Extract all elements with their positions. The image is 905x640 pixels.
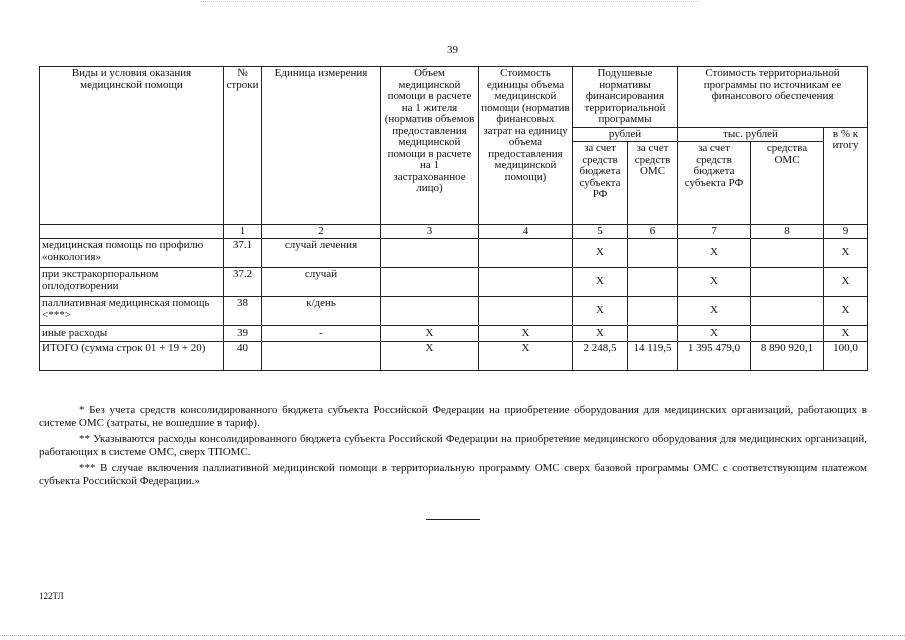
- row-cell: X: [824, 326, 868, 342]
- scan-artifact-top: [200, 1, 700, 2]
- row-cell: [381, 297, 479, 326]
- row-cell: 100,0: [824, 342, 868, 371]
- header-row-1: [40, 67, 868, 128]
- row-name: паллиативная медицинская помощь <***>: [40, 297, 224, 326]
- column-number: 2: [262, 225, 381, 239]
- table-row: [40, 268, 868, 297]
- end-rule: [426, 519, 480, 520]
- header-oms-means: средства ОМС: [751, 142, 824, 225]
- row-number: 38: [224, 297, 262, 326]
- row-name: ИТОГО (сумма строк 01 + 19 + 20): [40, 342, 224, 371]
- header-oms-funds: за счет средств ОМС: [628, 142, 678, 225]
- table-row-total: [40, 342, 868, 371]
- column-number: 1: [224, 225, 262, 239]
- row-cell: [381, 268, 479, 297]
- row-cell: X: [479, 326, 573, 342]
- header-per-capita: Подушевые нормативы финансирования территориальной программы: [573, 67, 678, 128]
- row-number: 40: [224, 342, 262, 371]
- row-number: 39: [224, 326, 262, 342]
- row-cell: X: [573, 326, 628, 342]
- row-cell: 8 890 920,1: [751, 342, 824, 371]
- row-cell: X: [824, 268, 868, 297]
- row-cell: X: [573, 297, 628, 326]
- row-cell: X: [381, 326, 479, 342]
- header-percent: в % к итогу: [824, 127, 868, 225]
- column-number: 6: [628, 225, 678, 239]
- row-cell: 14 119,5: [628, 342, 678, 371]
- row-cell: [479, 268, 573, 297]
- row-unit: случай: [262, 268, 381, 297]
- row-name: иные расходы: [40, 326, 224, 342]
- row-cell: [751, 297, 824, 326]
- header-volume: Объем медицинской помощи в расчете на 1 жителя (норматив объемов предоставления медицинской помощи в расчете на 1 застрахованное лицо): [381, 67, 479, 225]
- row-cell: [479, 297, 573, 326]
- table-row: [40, 326, 868, 342]
- column-number: 3: [381, 225, 479, 239]
- header-budget-rf-2: за счет средств бюджета субъекта РФ: [678, 142, 751, 225]
- row-cell: [628, 239, 678, 268]
- row-cell: X: [824, 297, 868, 326]
- row-number: 37.2: [224, 268, 262, 297]
- header-cost: Стоимость единицы объема медицинской помощи (норматив финансовых затрат на единицу объема предоставления медицинской помощи): [479, 67, 573, 225]
- row-cell: [628, 326, 678, 342]
- row-cell: X: [678, 297, 751, 326]
- header-row-no: № строки: [224, 67, 262, 225]
- row-cell: X: [824, 239, 868, 268]
- row-cell: 2 248,5: [573, 342, 628, 371]
- column-number: [40, 225, 224, 239]
- row-name: при экстракорпоральном оплодотворении: [40, 268, 224, 297]
- row-cell: 1 395 479,0: [678, 342, 751, 371]
- header-budget-rf: за счет средств бюджета субъекта РФ: [573, 142, 628, 225]
- row-cell: X: [381, 342, 479, 371]
- row-cell: X: [479, 342, 573, 371]
- header-type: Виды и условия оказания медицинской помощи: [40, 67, 224, 225]
- row-unit: к/день: [262, 297, 381, 326]
- column-number: 7: [678, 225, 751, 239]
- footnotes: [39, 404, 867, 491]
- row-cell: [751, 239, 824, 268]
- row-unit: случай лечения: [262, 239, 381, 268]
- footnote: ** Указываются расходы консолидированного бюджета субъекта Российской Федерации на приобретение медицинского оборудования для медицинских организаций, работающих в системе ОМС, сверх ТПОМС.: [39, 433, 867, 458]
- header-rubles: рублей: [573, 127, 678, 142]
- footnote: *** В случае включения паллиативной медицинской помощи в территориальную программу ОМС сверх базовой программы ОМС с соответствующим платежом субъекта Российской Федерации.»: [39, 462, 867, 487]
- row-cell: X: [678, 268, 751, 297]
- column-number: 8: [751, 225, 824, 239]
- row-cell: X: [573, 239, 628, 268]
- row-cell: [479, 239, 573, 268]
- row-cell: [751, 268, 824, 297]
- row-cell: X: [678, 239, 751, 268]
- row-cell: [381, 239, 479, 268]
- row-cell: X: [678, 326, 751, 342]
- column-number: 5: [573, 225, 628, 239]
- column-number: 4: [479, 225, 573, 239]
- table-row: [40, 297, 868, 326]
- row-cell: [751, 326, 824, 342]
- row-number: 37.1: [224, 239, 262, 268]
- header-unit: Единица измерения: [262, 67, 381, 225]
- row-cell: X: [573, 268, 628, 297]
- scan-artifact-bottom: [0, 635, 905, 636]
- column-numbers-row: [40, 225, 868, 239]
- header-thousand-rubles: тыс. рублей: [678, 127, 824, 142]
- financing-table: [39, 66, 868, 371]
- header-total-cost: Стоимость территориальной программы по источникам ее финансового обеспечения: [678, 67, 868, 128]
- row-cell: [628, 297, 678, 326]
- footnote: * Без учета средств консолидированного бюджета субъекта Российской Федерации на приобретение оборудования для медицинских организаций, работающих в системе ОМС (затраты, не вошедшие в тариф).: [39, 404, 867, 429]
- row-name: медицинская помощь по профилю «онкология»: [40, 239, 224, 268]
- document-code: 122ТЛ: [39, 591, 64, 601]
- row-unit: [262, 342, 381, 371]
- page-number: 39: [447, 44, 458, 56]
- row-unit: -: [262, 326, 381, 342]
- row-cell: [628, 268, 678, 297]
- column-number: 9: [824, 225, 868, 239]
- table-row: [40, 239, 868, 268]
